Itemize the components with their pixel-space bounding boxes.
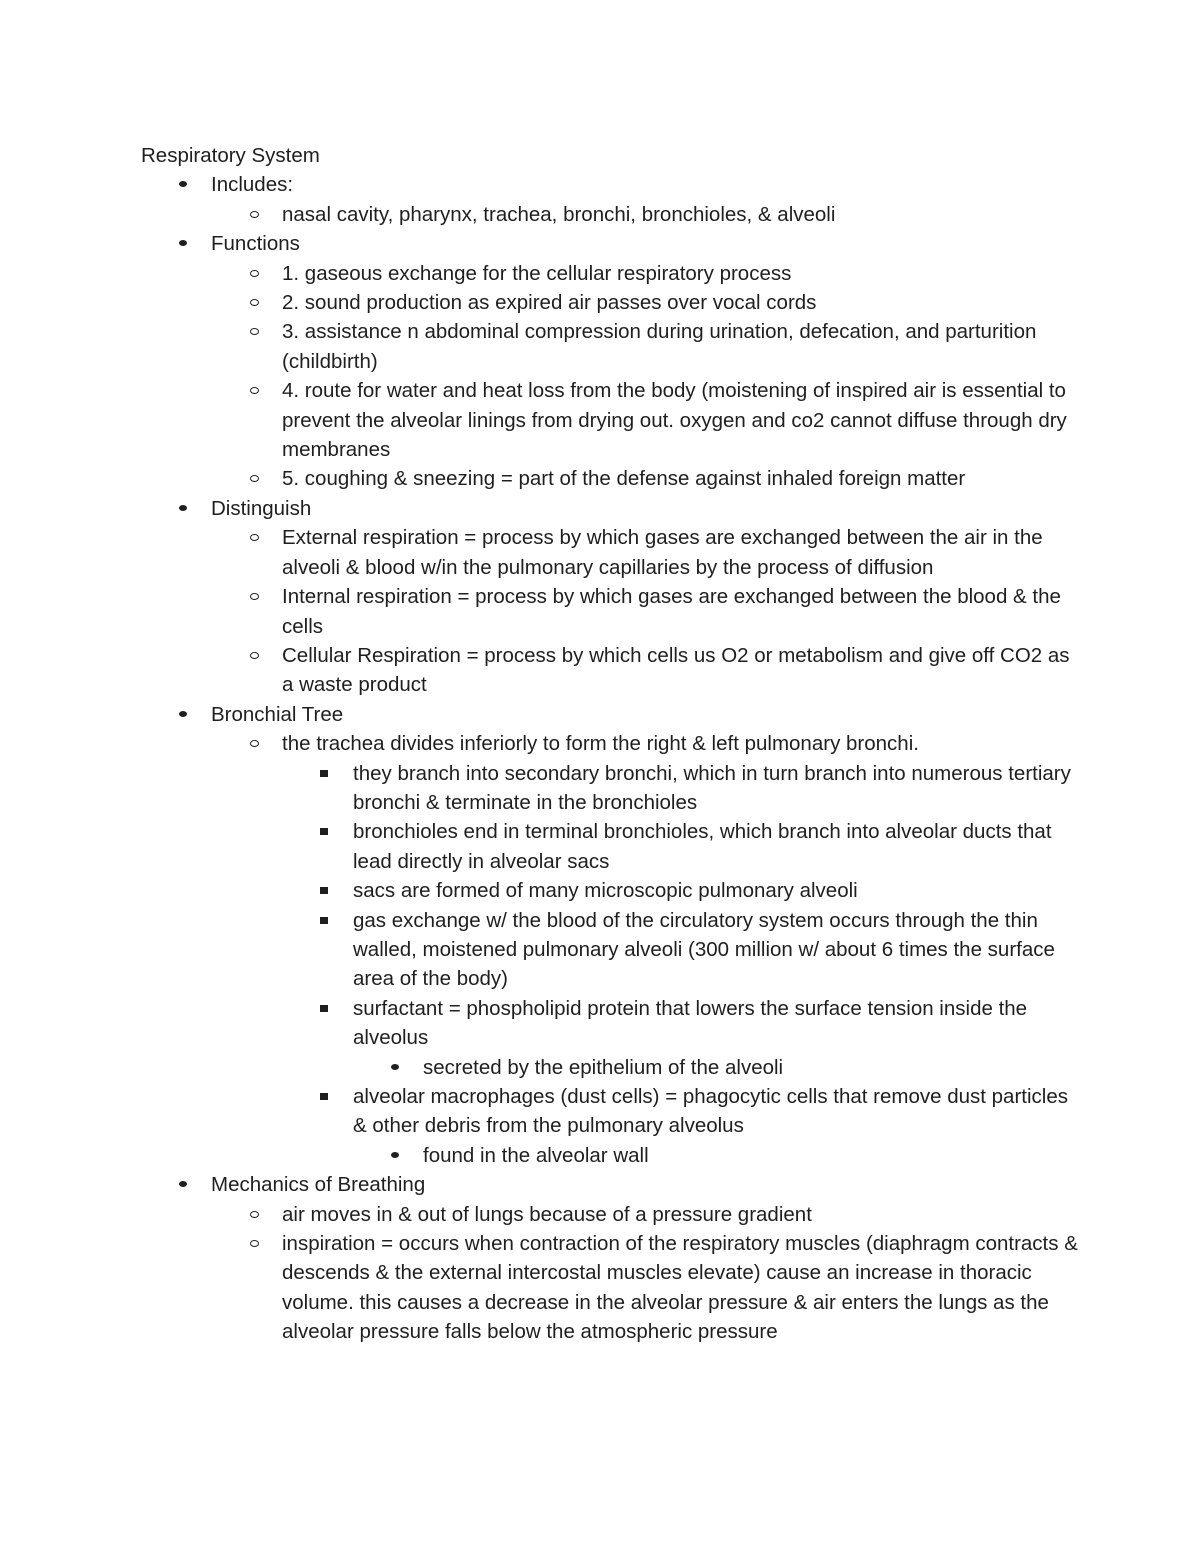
list-item bbox=[141, 729, 1081, 758]
bullet-circle-icon bbox=[250, 387, 259, 394]
list-item bbox=[141, 876, 1081, 905]
list-item bbox=[141, 259, 1081, 288]
bullet-circle-icon bbox=[250, 1211, 259, 1218]
list-item bbox=[141, 700, 1081, 729]
list-item-text: Bronchial Tree bbox=[211, 702, 344, 726]
list-item bbox=[141, 200, 1081, 229]
list-item-text: alveolar macrophages (dust cells) = phagocytic cells that remove dust particles & other debris from the pulmonary alveolus bbox=[353, 1085, 1068, 1138]
bullet-circle-icon bbox=[250, 328, 259, 335]
list-item bbox=[141, 464, 1081, 493]
document-title: Respiratory System bbox=[141, 144, 320, 167]
bullet-circle-icon bbox=[250, 475, 259, 482]
list-item-text: 5. coughing & sneezing = part of the defense against inhaled foreign matter bbox=[282, 467, 966, 491]
list-item bbox=[141, 906, 1081, 994]
list-item-text: they branch into secondary bronchi, which in turn branch into numerous tertiary bronchi & terminate in the bronchioles bbox=[353, 761, 1071, 814]
bullet-circle-icon bbox=[250, 740, 259, 747]
bullet-disc-icon bbox=[179, 505, 187, 511]
list-item bbox=[141, 376, 1081, 464]
bullet-disc-icon bbox=[179, 181, 187, 187]
bullet-square-icon bbox=[320, 770, 328, 777]
list-item bbox=[141, 1053, 1081, 1082]
list-item-text: surfactant = phospholipid protein that lowers the surface tension inside the alveolus bbox=[353, 996, 1028, 1050]
bullet-circle-icon bbox=[250, 299, 259, 306]
list-item-text: Functions bbox=[211, 232, 300, 256]
list-item-text: 4. route for water and heat loss from the body (moistening of inspired air is essential to prevent the alveolar linings from drying out. oxygen and co2 cannot diffuse through dry membranes bbox=[282, 379, 1067, 462]
list-item bbox=[141, 1170, 1081, 1199]
list-item bbox=[141, 1229, 1081, 1347]
list-item-text: air moves in & out of lungs because of a pressure gradient bbox=[282, 1202, 812, 1226]
bullet-disc-icon bbox=[179, 1181, 187, 1187]
list-item-text: Distinguish bbox=[211, 496, 312, 520]
list-item-text: Internal respiration = process by which gases are exchanged between the blood & the cells bbox=[282, 585, 1061, 638]
bullet-square-icon bbox=[320, 887, 328, 894]
bullet-circle-icon bbox=[250, 270, 259, 277]
bullet-square-icon bbox=[320, 828, 328, 835]
list-item bbox=[141, 288, 1081, 317]
document-page bbox=[141, 141, 1081, 1347]
list-item-text: Mechanics of Breathing bbox=[211, 1173, 426, 1197]
list-item-text: Cellular Respiration = process by which cells us O2 or metabolism and give off CO2 as a waste product bbox=[282, 643, 1070, 697]
bullet-disc-icon bbox=[179, 711, 187, 717]
bullet-disc-icon bbox=[179, 240, 187, 246]
list-item bbox=[141, 1200, 1081, 1229]
list-item-text: inspiration = occurs when contraction of the respiratory muscles (diaphragm contracts & descends & the external intercostal muscles elevate) cause an increase in thoracic volume. this causes a decrease in the alveolar pressure & air enters the lungs as the alveolar pressure falls below the atmospheric pressure bbox=[282, 1232, 1078, 1344]
list-item bbox=[141, 170, 1081, 199]
bullet-circle-icon bbox=[250, 652, 259, 659]
list-item bbox=[141, 1082, 1081, 1141]
bullet-circle-icon bbox=[250, 211, 259, 218]
list-item bbox=[141, 994, 1081, 1053]
list-item-text: 3. assistance n abdominal compression during urination, defecation, and parturition (childbirth) bbox=[282, 320, 1037, 373]
list-item-text: 2. sound production as expired air passes over vocal cords bbox=[282, 291, 817, 315]
bullet-square-icon bbox=[320, 917, 328, 924]
list-item-text: Includes: bbox=[211, 173, 294, 197]
list-item bbox=[141, 582, 1081, 641]
list-item-text: nasal cavity, pharynx, trachea, bronchi, bronchioles, & alveoli bbox=[282, 202, 836, 226]
list-item bbox=[141, 229, 1081, 258]
bullet-circle-icon bbox=[250, 1240, 259, 1247]
bullet-square-icon bbox=[320, 1093, 328, 1100]
list-item bbox=[141, 494, 1081, 523]
list-item bbox=[141, 817, 1081, 876]
bullet-circle-icon bbox=[250, 593, 259, 600]
bullet-square-icon bbox=[320, 1005, 328, 1012]
list-item bbox=[141, 1141, 1081, 1170]
list-item-text: bronchioles end in terminal bronchioles, which branch into alveolar ducts that lead directly in alveolar sacs bbox=[353, 820, 1052, 873]
list-item-text: the trachea divides inferiorly to form the right & left pulmonary bronchi. bbox=[282, 732, 919, 756]
list-item-text: secreted by the epithelium of the alveoli bbox=[423, 1055, 784, 1079]
list-item-text: sacs are formed of many microscopic pulmonary alveoli bbox=[353, 879, 858, 903]
bullet-disc-icon bbox=[391, 1152, 399, 1158]
list-item-text: found in the alveolar wall bbox=[423, 1143, 649, 1167]
list-item-text: gas exchange w/ the blood of the circulatory system occurs through the thin walled, moistened pulmonary alveoli (300 million w/ about 6 times the surface area of the body) bbox=[353, 908, 1055, 991]
list-item bbox=[141, 523, 1081, 582]
list-item-text: External respiration = process by which gases are exchanged between the air in the alveoli & blood w/in the pulmonary capillaries by the process of diffusion bbox=[282, 526, 1043, 579]
list-item bbox=[141, 641, 1081, 700]
list-item bbox=[141, 759, 1081, 818]
list-item-text: 1. gaseous exchange for the cellular respiratory process bbox=[282, 261, 792, 285]
bullet-circle-icon bbox=[250, 534, 259, 541]
bullet-disc-icon bbox=[391, 1064, 399, 1070]
list-item bbox=[141, 317, 1081, 376]
